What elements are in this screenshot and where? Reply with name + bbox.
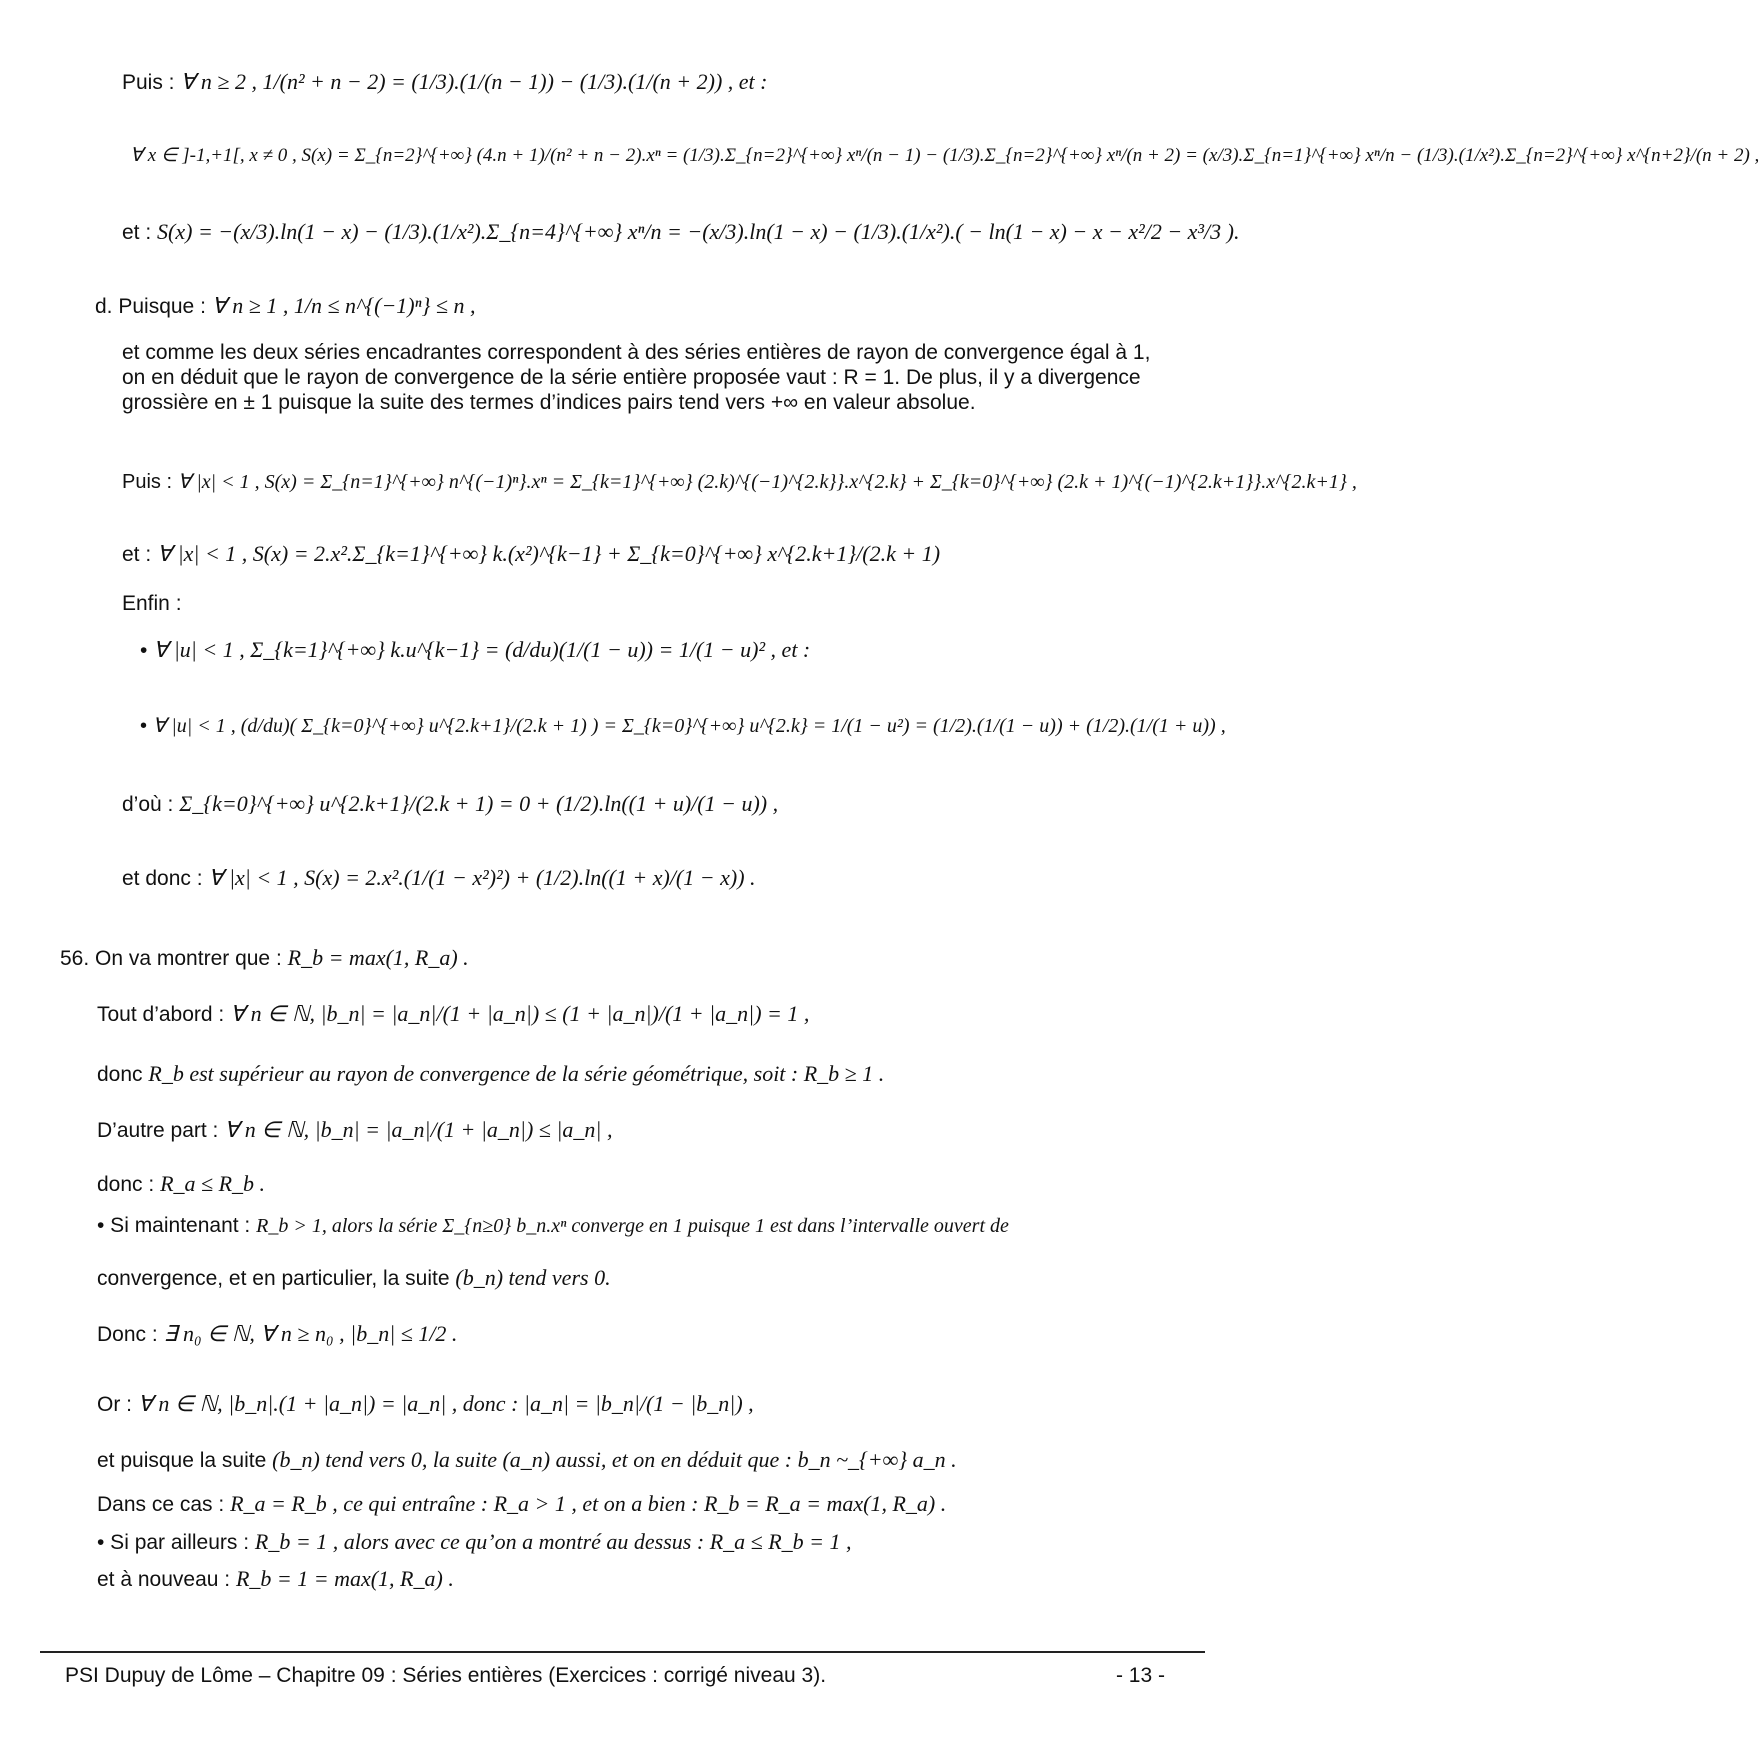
line-donc-rb: donc R_b est supérieur au rayon de convergence de la série géométrique, soit : R_b ≥ 1 . (97, 1061, 885, 1086)
line-si-par-ailleurs: • Si par ailleurs : R_b = 1 , alors avec ce qu’on a montré au dessus : R_a ≤ R_b = 1 , (97, 1529, 852, 1554)
line-or: Or : ∀ n ∈ ℕ, |b_n|.(1 + |a_n|) = |a_n| , donc : |a_n| = |b_n|/(1 − |b_n|) , (97, 1391, 754, 1416)
line-s-of-x-sum: ∀ x ∈ ]-1,+1[, x ≠ 0 , S(x) = Σ_{n=2}^{+∞} (4.n + 1)/(n² + n − 2).xⁿ = (1/3).Σ_{n=2}^{+∞} xⁿ/(n − 1) − (1/3).Σ_{n=2}^{+∞} xⁿ/(n + 2) = (x/3).Σ_{n=1}^{+∞} xⁿ/n − (1/3).(1/x²).Σ_{n=2}^{+∞} x^{n+2}/(n + 2) , (130, 145, 1759, 166)
bullet-derivative-2: • ∀ |u| < 1 , (d/du)( Σ_{k=0}^{+∞} u^{2.k+1}/(2.k + 1) ) = Σ_{k=0}^{+∞} u^{2.k} = 1/(1 − u²) = (1/2).(1/(1 − u)) + (1/2).(1/(1 + u)) , (140, 715, 1226, 737)
line-et-s-of-x: et : ∀ |x| < 1 , S(x) = 2.x².Σ_{k=1}^{+∞} k.(x²)^{k−1} + Σ_{k=0}^{+∞} x^{2.k+1}/(2.k + 1) (122, 541, 941, 566)
line-et-puisque: et puisque la suite (b_n) tend vers 0, la suite (a_n) aussi, et on en déduit que : b_n ~_{+∞} a_n . (97, 1447, 957, 1472)
line-et-a-nouveau: et à nouveau : R_b = 1 = max(1, R_a) . (97, 1566, 454, 1591)
exercise-56-heading: 56. On va montrer que : R_b = max(1, R_a) . (60, 945, 469, 970)
paragraph-rayon-convergence: et comme les deux séries encadrantes correspondent à des séries entières de rayon de convergence égal à 1, on en déduit que le rayon de convergence de la série entière proposée vaut : R = 1. De plus, il y a divergence grossière en ± 1 puisque la suite des termes d’indices pairs tend vers +∞ en valeur absolue. (122, 341, 1151, 414)
line-enfin: Enfin : (122, 592, 182, 615)
line-puis-decomposition: Puis : ∀ n ≥ 2 , 1/(n² + n − 2) = (1/3).(1/(n − 1)) − (1/3).(1/(n + 2)) , et : (122, 69, 768, 94)
footer-title: PSI Dupuy de Lôme – Chapitre 09 : Séries entières (Exercices : corrigé niveau 3). (65, 1664, 827, 1687)
bullet-derivative-1: • ∀ |u| < 1 , Σ_{k=1}^{+∞} k.u^{k−1} = (d/du)(1/(1 − u)) = 1/(1 − u)² , et : (140, 637, 811, 662)
footer-rule (40, 1651, 1205, 1653)
page-number: - 13 - (1115, 1664, 1165, 1687)
item-d-puisque: d. Puisque : ∀ n ≥ 1 , 1/n ≤ n^{(−1)ⁿ} ≤ n , (95, 293, 476, 318)
line-s-of-x-result: et : S(x) = −(x/3).ln(1 − x) − (1/3).(1/x²).Σ_{n=4}^{+∞} xⁿ/n = −(x/3).ln(1 − x) − (1/3).(1/x²).( − ln(1 − x) − x − x²/2 − x³/3 ). (122, 219, 1240, 244)
line-donc-ra-le-rb: donc : R_a ≤ R_b . (97, 1171, 266, 1196)
line-et-donc: et donc : ∀ |x| < 1 , S(x) = 2.x².(1/(1 − x²)²) + (1/2).ln((1 + x)/(1 − x)) . (122, 865, 756, 890)
line-dou: d’où : Σ_{k=0}^{+∞} u^{2.k+1}/(2.k + 1) = 0 + (1/2).ln((1 + u)/(1 − u)) , (122, 791, 779, 816)
line-convergence: convergence, et en particulier, la suite (b_n) tend vers 0. (97, 1265, 611, 1290)
line-tout-dabord: Tout d’abord : ∀ n ∈ ℕ, |b_n| = |a_n|/(1 + |a_n|) ≤ (1 + |a_n|)/(1 + |a_n|) = 1 , (97, 1001, 810, 1026)
line-donc-exists: Donc : ∃ n₀ ∈ ℕ, ∀ n ≥ n₀ , |b_n| ≤ 1/2 . (97, 1321, 458, 1346)
line-si-maintenant: • Si maintenant : R_b > 1, alors la série Σ_{n≥0} b_n.xⁿ converge en 1 puisque 1 est dans l’intervalle ouvert de (97, 1214, 1009, 1237)
line-dautre-part: D’autre part : ∀ n ∈ ℕ, |b_n| = |a_n|/(1 + |a_n|) ≤ |a_n| , (97, 1117, 613, 1142)
line-puis-s-of-x: Puis : ∀ |x| < 1 , S(x) = Σ_{n=1}^{+∞} n^{(−1)ⁿ}.xⁿ = Σ_{k=1}^{+∞} (2.k)^{(−1)^{2.k}}.x^{2.k} + Σ_{k=0}^{+∞} (2.k + 1)^{(−1)^{2.k+1}}.x^{2.k+1} , (122, 471, 1357, 493)
line-dans-ce-cas: Dans ce cas : R_a = R_b , ce qui entraîne : R_a > 1 , et on a bien : R_b = R_a = max(1, R_a) . (97, 1491, 947, 1516)
